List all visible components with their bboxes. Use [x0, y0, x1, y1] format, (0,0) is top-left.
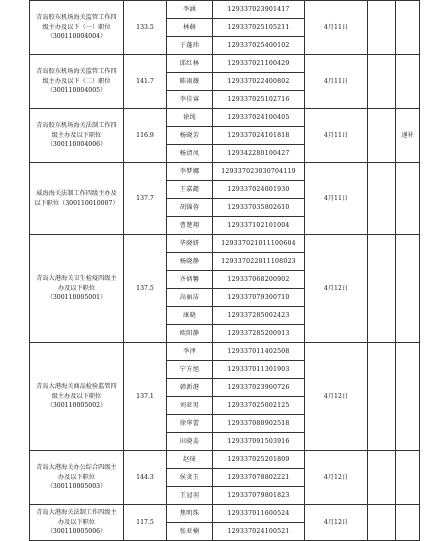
- roster-body: [30, 1, 420, 541]
- empty-cell: [368, 163, 396, 235]
- exam-number-cell: 129337079801823: [213, 487, 305, 505]
- name-cell: 李涵: [167, 1, 213, 19]
- exam-number-cell: 129337068200902: [213, 271, 305, 289]
- position-cell: 青岛胶东机场海关监管工作四级主办及以下（二）职位（300110004005）: [30, 55, 124, 109]
- exam-number-cell: 129342280100427: [213, 145, 305, 163]
- position-cell: 青岛胶东机场海关法制工作四级主办及以下职位（300110004006）: [30, 109, 124, 163]
- name-cell: 林赫: [167, 19, 213, 37]
- note-cell: [396, 343, 420, 451]
- table-row: [30, 55, 420, 73]
- exam-number-cell: 129337022011108023: [213, 253, 305, 271]
- score-cell: 133.5: [124, 1, 167, 55]
- exam-number-cell: 129337024100405: [213, 109, 305, 127]
- table-row: [30, 451, 420, 469]
- interview-roster-table: [29, 0, 420, 541]
- exam-number-cell: 129337078802221: [213, 469, 305, 487]
- name-cell: 陈雨薇: [167, 73, 213, 91]
- exam-number-cell: 129337023030704119: [213, 163, 305, 181]
- exam-number-cell: 129337021011100604: [213, 235, 305, 253]
- exam-number-cell: 129337011600524: [213, 505, 305, 523]
- position-cell: 青岛大港海关法制工作四级主办及以下职位（300110005006）: [30, 505, 124, 541]
- score-cell: 144.3: [124, 451, 167, 505]
- exam-number-cell: 129337035802610: [213, 199, 305, 217]
- note-cell: [396, 55, 420, 109]
- name-cell: 徐华蕾: [167, 415, 213, 433]
- position-cell: 威海海关法制工作四级主办及以下职位（300110010007）: [30, 163, 124, 235]
- empty-cell: [368, 451, 396, 505]
- interview-date-cell: 4月12日: [305, 343, 368, 451]
- name-cell: 田晓姜: [167, 433, 213, 451]
- note-cell: 递补: [396, 109, 420, 163]
- exam-number-cell: 129337011402508: [213, 343, 305, 361]
- exam-number-cell: 129337021100429: [213, 55, 305, 73]
- name-cell: 赵琦: [167, 451, 213, 469]
- exam-number-cell: 129337079300710: [213, 289, 305, 307]
- exam-number-cell: 129337080902518: [213, 415, 305, 433]
- name-cell: 李泽: [167, 343, 213, 361]
- score-cell: 137.5: [124, 235, 167, 343]
- score-cell: 117.5: [124, 505, 167, 541]
- empty-cell: [368, 55, 396, 109]
- name-cell: 张亚楠: [167, 523, 213, 541]
- empty-cell: [368, 343, 396, 451]
- exam-number-cell: 129337023900726: [213, 379, 305, 397]
- name-cell: 王嘉懿: [167, 181, 213, 199]
- score-cell: 137.1: [124, 343, 167, 451]
- table-row: [30, 1, 420, 19]
- name-cell: 李梦娜: [167, 163, 213, 181]
- exam-number-cell: 129337024001930: [213, 181, 305, 199]
- name-cell: 杨晓芳: [167, 127, 213, 145]
- exam-number-cell: 129337025201809: [213, 451, 305, 469]
- name-cell: 刘亚男: [167, 397, 213, 415]
- score-cell: 137.7: [124, 163, 167, 235]
- exam-number-cell: 129337025002125: [213, 397, 305, 415]
- name-cell: 高丽洁: [167, 289, 213, 307]
- empty-cell: [368, 1, 396, 55]
- name-cell: 杨清凤: [167, 145, 213, 163]
- note-cell: [396, 505, 420, 541]
- exam-number-cell: 129337024101818: [213, 127, 305, 145]
- interview-date-cell: 4月11日: [305, 1, 368, 55]
- exam-number-cell: 129337025102716: [213, 91, 305, 109]
- name-cell: 于蓬玮: [167, 37, 213, 55]
- exam-number-cell: 129337025105211: [213, 19, 305, 37]
- exam-number-cell: 129337102101004: [213, 217, 305, 235]
- table-row: [30, 235, 420, 253]
- exam-number-cell: 129337024100521: [213, 523, 305, 541]
- interview-date-cell: 4月11日: [305, 163, 368, 235]
- name-cell: 侯贪玉: [167, 469, 213, 487]
- name-cell: 李佳睿: [167, 91, 213, 109]
- name-cell: 王冠羽: [167, 487, 213, 505]
- note-cell: [396, 235, 420, 343]
- interview-date-cell: 4月12日: [305, 235, 368, 343]
- position-cell: 青岛胶东机场海关监管工作四级主办及以下（一）职位（300110004004）: [30, 1, 124, 55]
- note-cell: [396, 163, 420, 235]
- name-cell: 杨晓静: [167, 253, 213, 271]
- name-cell: 邱红林: [167, 55, 213, 73]
- name-cell: 曹楚翔: [167, 217, 213, 235]
- name-cell: 宁方旭: [167, 361, 213, 379]
- name-cell: 胡锦蓉: [167, 199, 213, 217]
- table-row: [30, 109, 420, 127]
- interview-date-cell: 4月12日: [305, 451, 368, 505]
- empty-cell: [368, 505, 396, 541]
- note-cell: [396, 1, 420, 55]
- name-cell: 欧阳静: [167, 325, 213, 343]
- interview-date-cell: 4月12日: [305, 505, 368, 541]
- position-cell: 青岛大港海关卫生检疫四级主办及以下职位（300110005001）: [30, 235, 124, 343]
- score-cell: 141.7: [124, 55, 167, 109]
- empty-cell: [368, 235, 396, 343]
- name-cell: 焦明珠: [167, 505, 213, 523]
- exam-number-cell: 129337023901417: [213, 1, 305, 19]
- position-cell: 青岛大港海关办公综合四级主办及以下职位（300110005003）: [30, 451, 124, 505]
- exam-number-cell: 129337285200913: [213, 325, 305, 343]
- exam-number-cell: 129337285002423: [213, 307, 305, 325]
- name-cell: 齐炳馨: [167, 271, 213, 289]
- exam-number-cell: 129337011301903: [213, 361, 305, 379]
- name-cell: 毕晓妍: [167, 235, 213, 253]
- exam-number-cell: 129337091503916: [213, 433, 305, 451]
- interview-date-cell: 4月11日: [305, 109, 368, 163]
- table-row: [30, 163, 420, 181]
- empty-cell: [368, 109, 396, 163]
- position-cell: 青岛大港海关商品检验监管四级主办及以下职位（300110005002）: [30, 343, 124, 451]
- name-cell: 韩新港: [167, 379, 213, 397]
- table-row: [30, 343, 420, 361]
- name-cell: 康晓: [167, 307, 213, 325]
- exam-number-cell: 129337022400802: [213, 73, 305, 91]
- note-cell: [396, 451, 420, 505]
- name-cell: 徐纯: [167, 109, 213, 127]
- exam-number-cell: 129337025400102: [213, 37, 305, 55]
- score-cell: 116.9: [124, 109, 167, 163]
- interview-date-cell: 4月11日: [305, 55, 368, 109]
